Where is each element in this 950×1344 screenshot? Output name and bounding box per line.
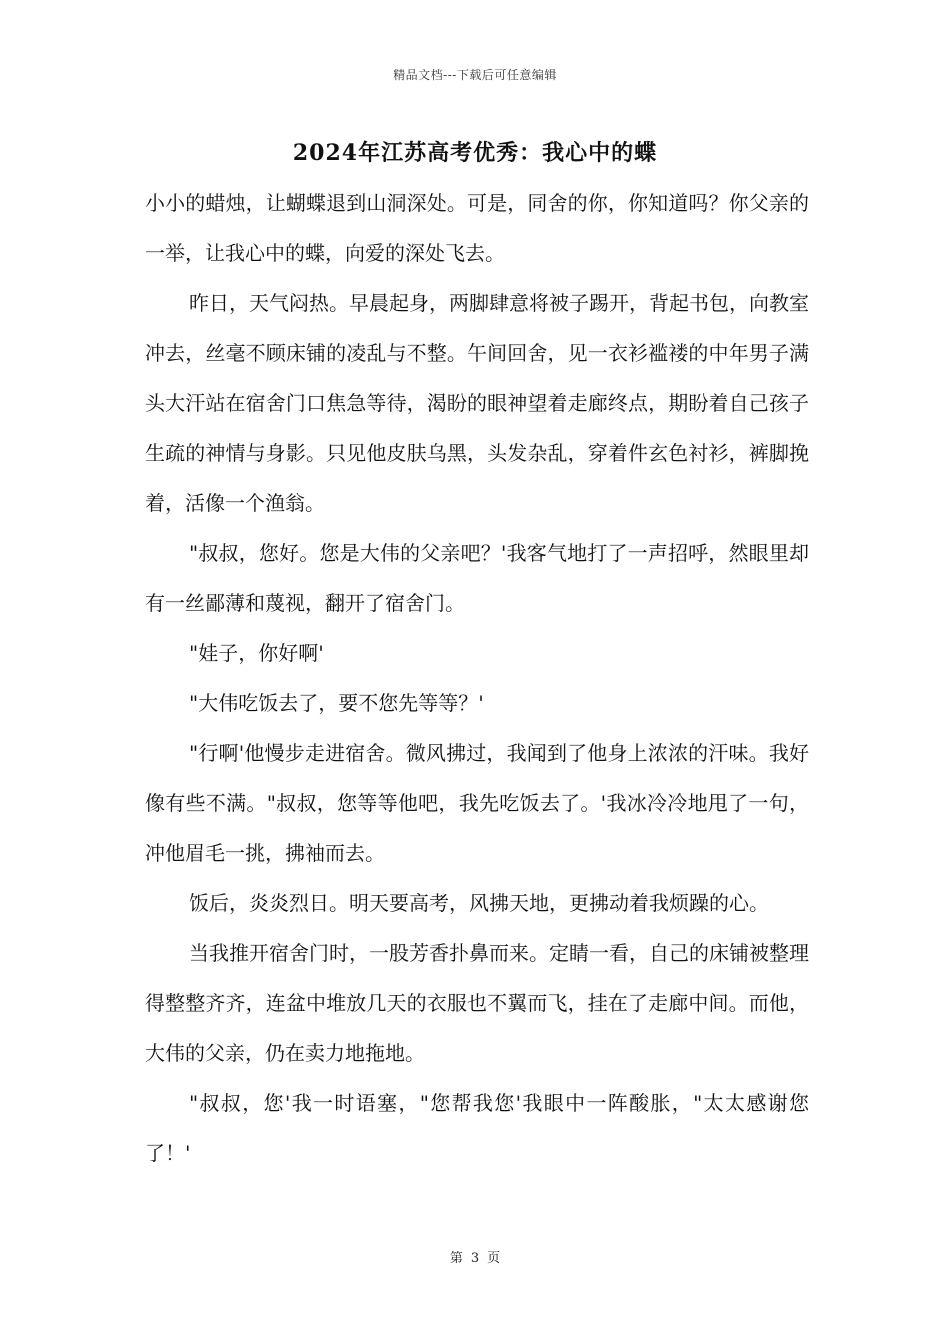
paragraph-9: "叔叔，您'我一时语塞，"您帮我您'我眼中一阵酸胀，"太太感谢您了！' (145, 1091, 809, 1165)
paragraph-8: 当我推开宿舍门时，一股芳香扑鼻而来。定睛一看，自己的床铺被整理得整整齐齐，连盆中堆放几天的衣服也不翼而飞，挂在了走廊中间。而他，大伟的父亲，仍在卖力地拖地。 (145, 941, 809, 1065)
paragraph-7: 饭后，炎炎烈日。明天要高考，风拂天地，更拂动着我烦躁的心。 (189, 891, 769, 915)
document-body (145, 178, 809, 1178)
document-title: 2024年江苏高考优秀：我心中的蝶 (292, 140, 658, 166)
paragraph-3: "叔叔，您好。您是大伟的父亲吧？'我客气地打了一声招呼，然眼里却有一丝鄙薄和蔑视，翻开了宿舍门。 (145, 541, 809, 615)
page-header: 精品文档---下载后可任意编辑 (393, 68, 557, 82)
page-number: 3 (470, 1251, 480, 1266)
paragraph-4: "娃子，你好啊' (189, 641, 324, 665)
paragraph-6: "行啊'他慢步走进宿舍。微风拂过，我闻到了他身上浓浓的汗味。我好像有些不满。"叔叔，您等等他吧，我先吃饭去了。'我冰冷冷地甩了一句，冲他眉毛一挑，拂袖而去。 (145, 741, 809, 865)
paragraph-1: 小小的蜡烛，让蝴蝶退到山洞深处。可是，同舍的你，你知道吗？你父亲的一举，让我心中的蝶，向爱的深处飞去。 (145, 191, 809, 265)
paragraph-2: 昨日，天气闷热。早晨起身，两脚肆意将被子踢开，背起书包，向教室冲去，丝毫不顾床铺的凌乱与不整。午间回舍，见一衣衫褴褛的中年男子满头大汗站在宿舍门口焦急等待，渴盼的眼神望着走廊终点，期盼着自己孩子生疏的神情与身影。只见他皮肤乌黑，头发杂乱，穿着件玄色衬衫，裤脚挽着，活像一个渔翁。 (145, 291, 809, 515)
page-number-suffix: 页 (487, 1251, 501, 1266)
page-footer (0, 1247, 950, 1266)
paragraph-5: "大伟吃饭去了，要不您先等等？' (189, 691, 484, 715)
page-number-prefix: 第 (449, 1251, 463, 1266)
